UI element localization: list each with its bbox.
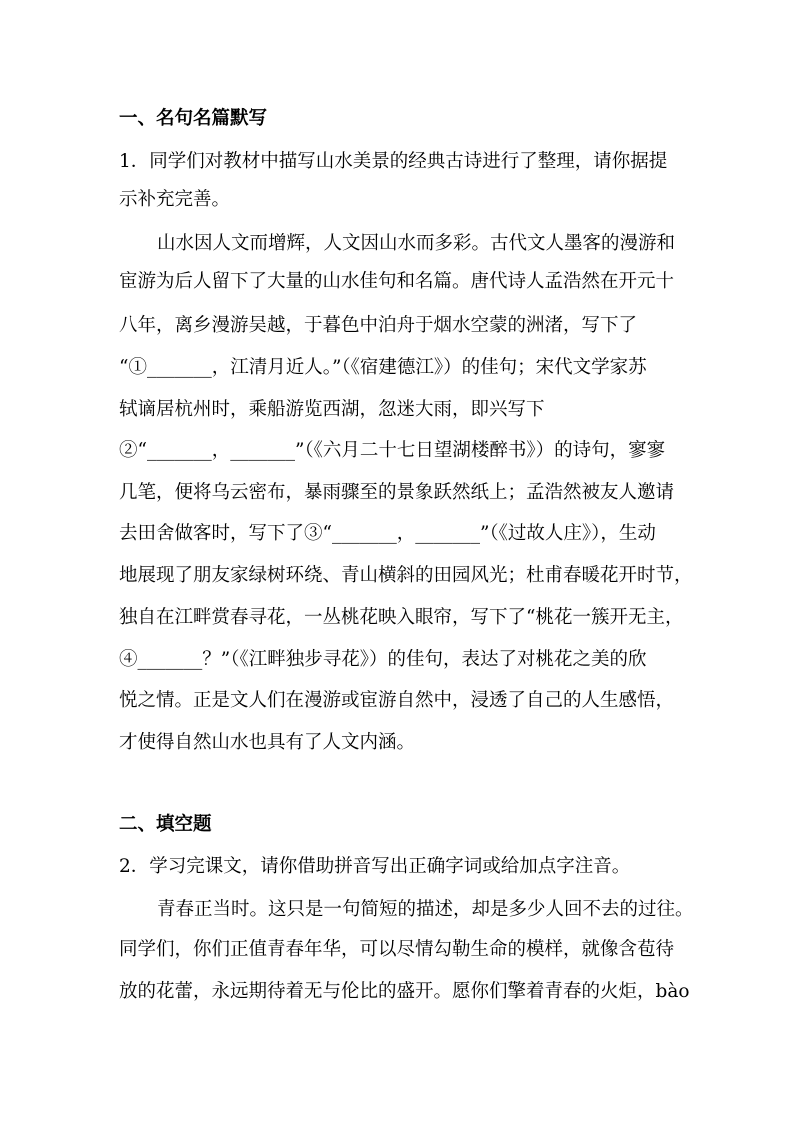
question-1-line-8: ②“_______，_______”（《六月二十七日望湖楼醉书》）的诗句，寥寥 [119, 440, 666, 461]
question-2-line-2: 青春正当时。这只是一句简短的描述，却是多少人回不去的过往。 [157, 899, 694, 920]
question-2-line-3: 同学们，你们正值青春年华，可以尽情勾勒生命的模样，就像含苞待 [119, 939, 675, 960]
question-1-line-13: ④_______？”（《江畔独步寻花》）的佳句，表达了对桃花之美的欣 [119, 649, 647, 670]
question-1-line-7: 轼谪居杭州时，乘船游览西湖，忽迷大雨，即兴写下 [119, 399, 545, 420]
question-1-line-1: 1．同学们对教材中描写山水美景的经典古诗进行了整理，请你据提 [119, 151, 668, 172]
question-2-line-4: 放的花蕾，永远期待着无与伦比的盛开。愿你们擎着青春的火炬，bào [119, 981, 690, 1002]
section-heading-1: 一、名句名篇默写 [119, 108, 268, 129]
question-1-line-14: 悦之情。正是文人们在漫游或宦游自然中，浸透了自己的人生感悟， [119, 690, 675, 711]
question-1-line-12: 独自在江畔赏春寻花，一丛桃花映入眼帘，写下了“桃花一簇开无主， [119, 607, 684, 628]
question-1-line-4: 宦游为后人留下了大量的山水佳句和名篇。唐代诗人孟浩然在开元十 [119, 271, 675, 292]
question-1-line-10: 去田舍做客时，写下了③“_______，_______”（《过故人庄》），生动 [119, 523, 656, 544]
question-1-line-2: 示补充完善。 [119, 189, 231, 210]
question-1-line-6: “①_______，江清月近人。”（《宿建德江》）的佳句；宋代文学家苏 [119, 357, 647, 378]
question-1-line-9: 几笔，便将乌云密布，暴雨骤至的景象跃然纸上；孟浩然被友人邀请 [119, 482, 675, 503]
question-1-line-3: 山水因人文而增辉，人文因山水而多彩。古代文人墨客的漫游和 [157, 233, 676, 254]
question-1-line-5: 八年，离乡漫游吴越，于暮色中泊舟于烟水空蒙的洲渚，写下了 [119, 315, 638, 336]
question-1-line-15: 才使得自然山水也具有了人文内涵。 [119, 732, 416, 753]
question-1-line-11: 地展现了朋友家绿树环绕、青山横斜的田园风光；杜甫春暖花开时节， [119, 565, 693, 586]
question-2-line-1: 2．学习完课文，请你借助拼音写出正确字词或给加点字注音。 [119, 856, 631, 877]
section-heading-2: 二、填空题 [119, 814, 212, 835]
